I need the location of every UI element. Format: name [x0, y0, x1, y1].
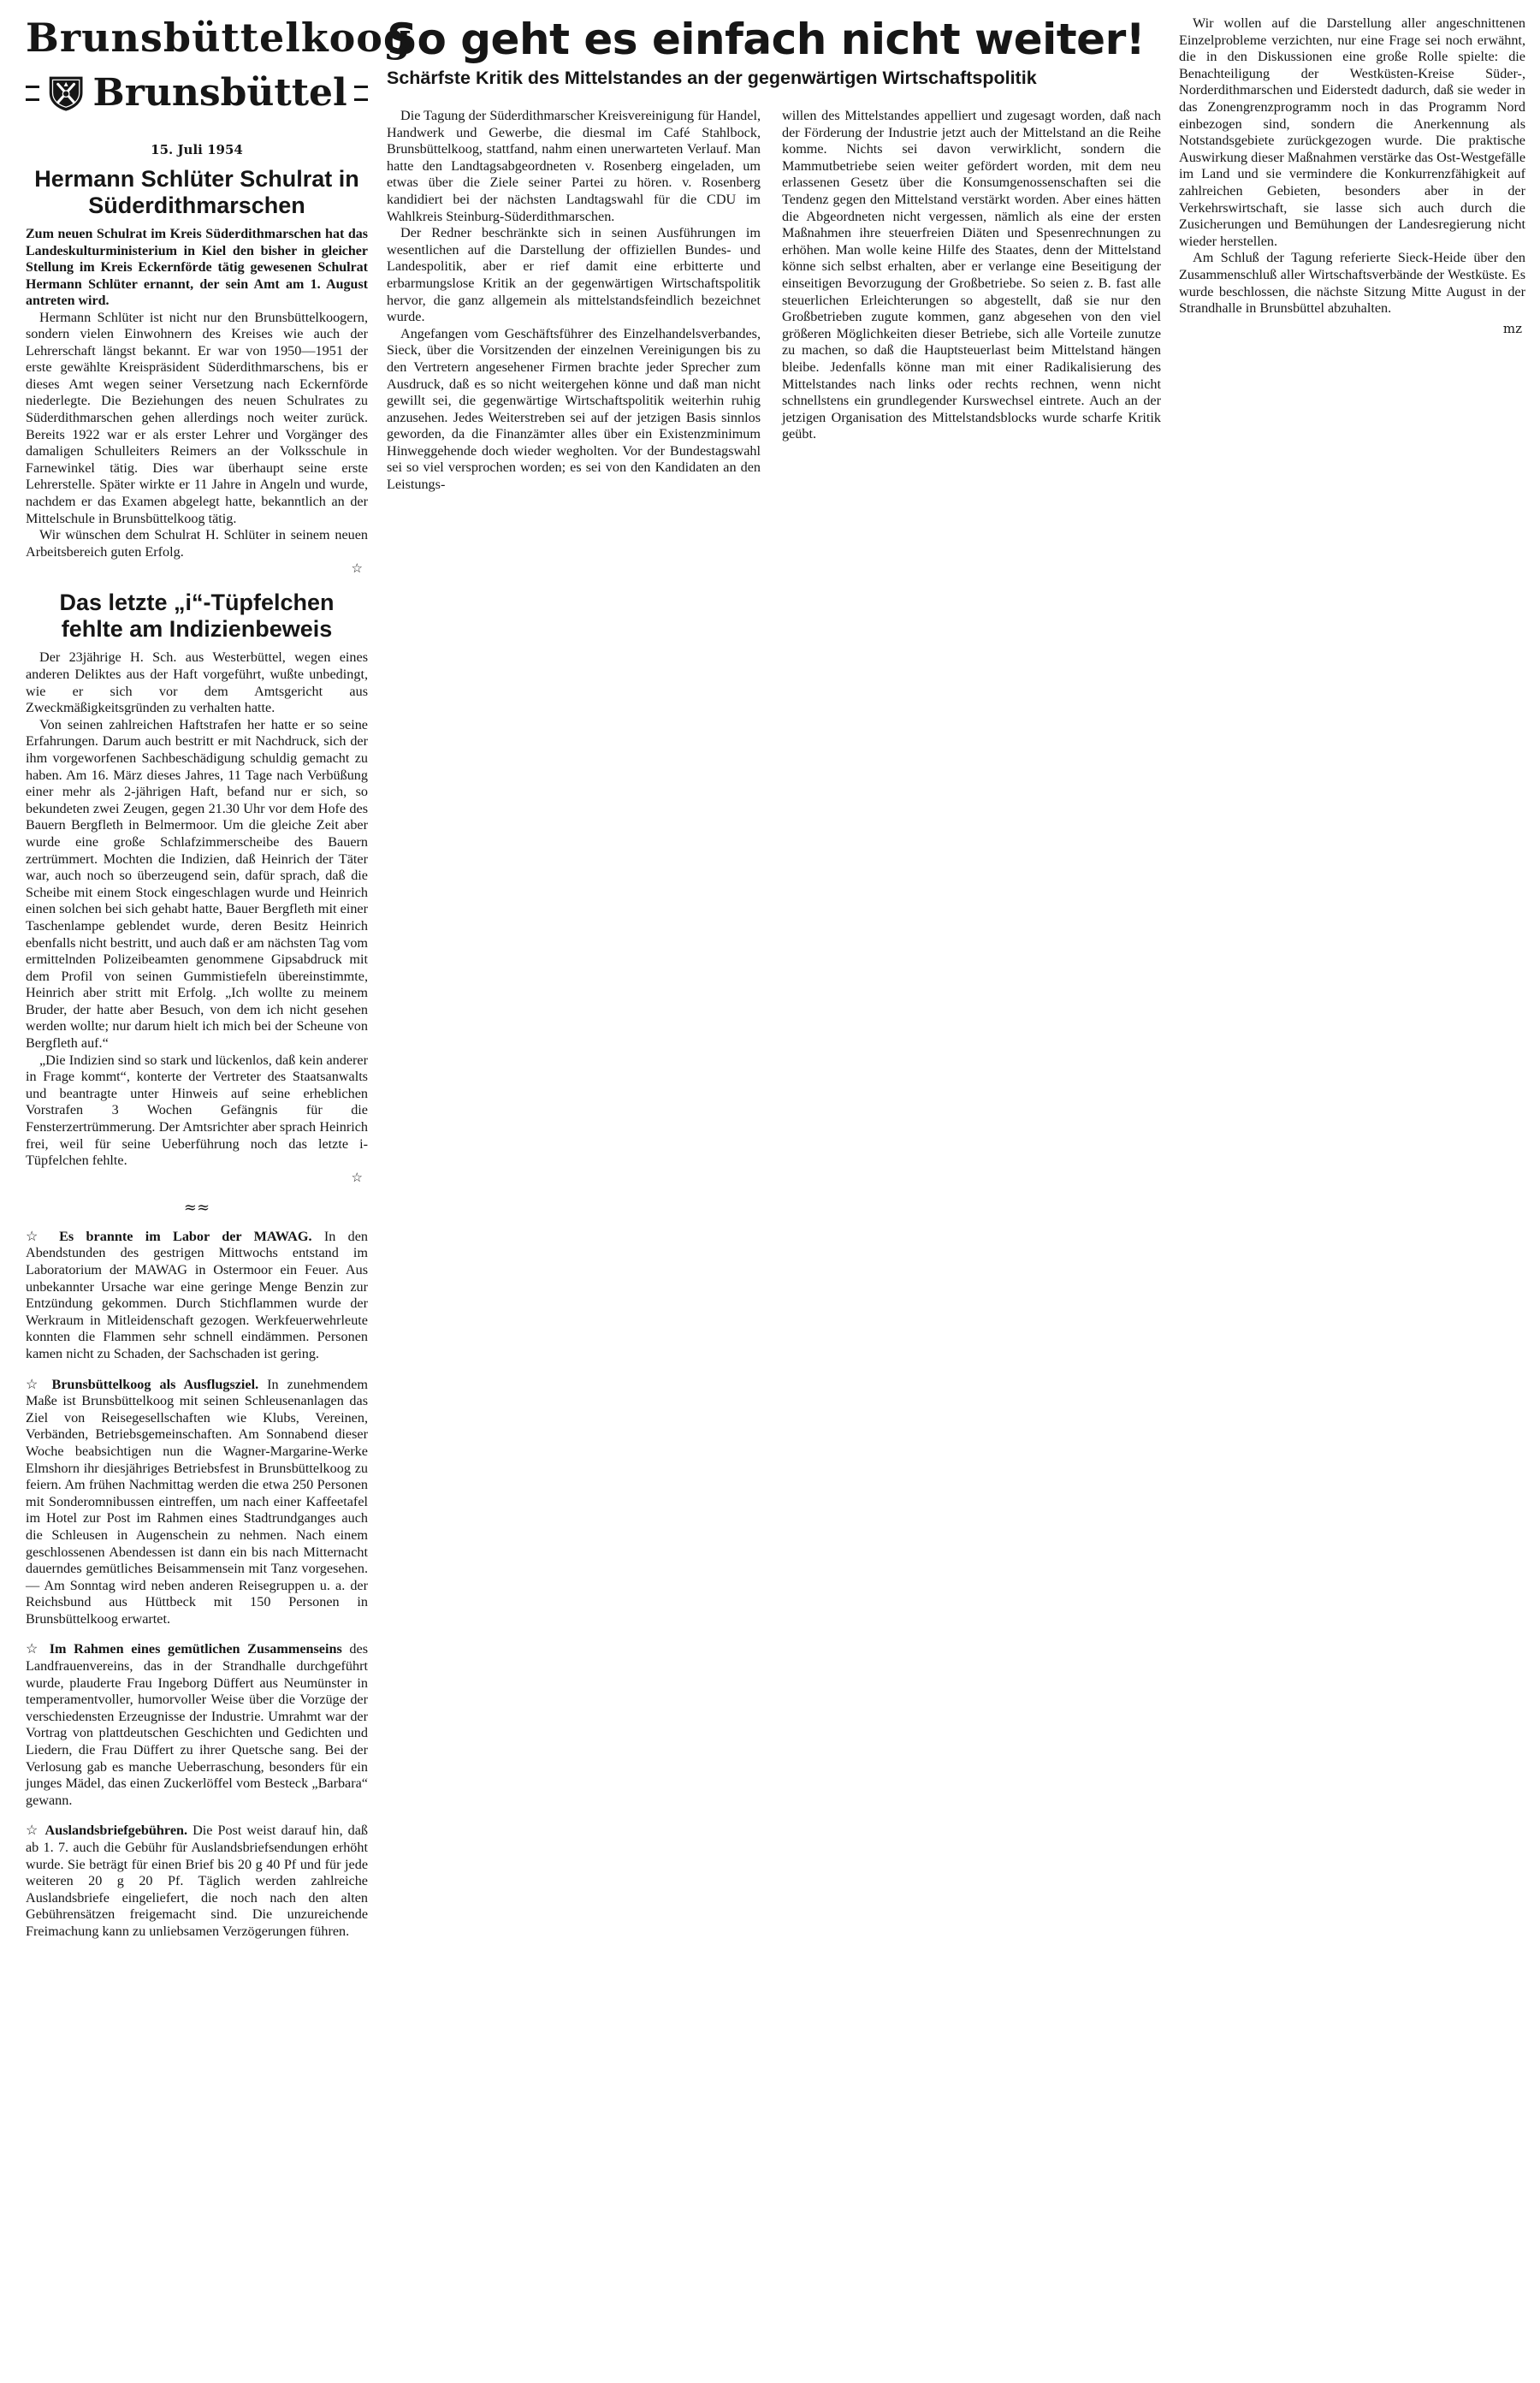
article-paragraph: Die Tagung der Süderdithmarscher Kreisvereinigung für Handel, Handwerk und Gewerbe, die diesmal im Café Stahlbock, Brunsbüttelkoog, stattfand, nahm einen unerwarteten Verlauf. Man hatte den Landtagsabgeordneten v. Rosenberg eingeladen, um etwas über die Ziele seiner Partei zu hören. v. Rosenberg kandidiert bei der nächsten Landtagswahl für die CDU im Wahlkreis Steinburg-Süderdithmarschen. [387, 108, 761, 224]
notice-item [26, 1377, 368, 1628]
main-article-column-a [387, 108, 761, 494]
star-icon: ☆ [26, 1823, 40, 1839]
article-paragraph: Angefangen vom Geschäftsführer des Einzelhandelsverbandes, Sieck, über die Vorsitzenden der einzelnen Vereinigungen bis zu den Vertretern angesehener Firmen brachte jeder Sprecher zum Ausdruck, daß es so nicht weitergehen könne und daß man nicht gewillt sei, die gegenwärtige Wirtschaftspolitik weiterhin ruhig anzusehen. Jedes Weiterstreben sei auf der jetzigen Basis sinnlos geworden, da die Finanzämter alles über ein Existenzminimum Hinweggehende doch wieder wegholten. Vor der Bundestagswahl sei so viel versprochen worden; es sei von den Kandidaten an den Leistungs- [387, 325, 761, 493]
notice-item [26, 1641, 368, 1809]
article-paragraph: Von seinen zahlreichen Haftstrafen her hatte er so seine Erfahrungen. Darum auch bestritt er mit Nachdruck, sich der ihm vorgeworfenen Sachbeschädigung schuldig gemacht zu haben. Am 16. März dieses Jahres, 11 Tage nach Verbüßung einer mehr als 2-jährigen Haft, befand nur er sich, so bekundeten zwei Zeugen, gegen 21.30 Uhr vor dem Hofe des Bauern Bergfleth in Belmermoor. Um die gleiche Zeit aber wurde eine große Schlafzimmerscheibe des Bauern zertrümmert. Mochten die Indizien, daß Heinrich der Täter war, auch noch so überzeugend sein, dafür sprach, daß die Scheibe mit einem Stock eingeschlagen wurde und Heinrich einen solchen bei sich gehabt hatte, Bauer Bergfleth mit einer Taschenlampe geblendet wurde, deren Besitz Heinrich ebenfalls nicht bestritt, und auch daß er am nächsten Tag vom ermittelnden Polizeibeamten genommene Gipsabdruck mit dem Profil von seinen Gummistiefeln übereinstimmte, Heinrich aber stritt mit Erfolg. „Ich wollte zu meinem Bruder, der hatte aber Besuch, von dem ich nicht gesehen werden wollte; nur darum hielt ich mich bei der Scheune von Bergfleth auf.“ [26, 716, 368, 1052]
left-column [26, 15, 412, 1954]
notice-text: In zunehmendem Maße ist Brunsbüttelkoog mit seinen Schleusenanlagen das Ziel von Reisegesellschaften wie Klubs, Vereinen, Verbänden, Betriebsgemeinschaften. Am Sonnabend dieser Woche beabsichtigen nun die Wagner-Margarine-Werke Elmshorn ihr diesjähriges Betriebsfest in Brunsbüttelkoog zu feiern. Am frühen Nachmittag werden die etwa 250 Personen mit Sonderomnibussen eintreffen, um nach einer Kaffeetafel im Hotel zur Post im Rahmen eines Stadtrundganges auch die Schleusen in Augenschein zu nehmen. Nach einem geschlossenen Abendessen ist dann ein bis nach Mitternacht dauerndes gemütliches Beisammensein mit Tanz vorgesehen. — Am Sonntag wird neben anderen Reisegruppen u. a. der Reichsbund aus Hüttbeck mit 150 Personen in Brunsbüttelkoog erwartet. [26, 1376, 369, 1627]
article-paragraph: Hermann Schlüter ist nicht nur den Brunsbüttelkoogern, sondern vielen Einwohnern des Kreises wie auch der Lehrerschaft längst bekannt. Er war von 1950—1951 der erste gewählte Kreispräsident Süderdithmarschens, bis er dieses Amt wegen seiner Versetzung nach Eckernförde niederlegte. Die Beziehungen des neuen Schulrates zu Süderdithmarschen gehen allerdings noch weiter zurück. Bereits 1922 war er als erster Lehrer und Vorgänger des damaligen Schulleiters Reimers an der Volksschule in Farnewinkel tätig. Dies war überhaupt seine erste Lehrerstelle. Später wirkte er 11 Jahre in Angeln und wurde, nachdem er das Examen abgelegt hatte, bekanntlich an der Mittelschule in Brunsbüttelkoog tätig. [26, 309, 368, 526]
section-separator: ≈≈ [183, 1198, 210, 1217]
author-signoff: mz [1502, 320, 1522, 336]
star-icon: ☆ [351, 560, 363, 577]
main-article [387, 15, 1161, 493]
masthead-rule-right [354, 86, 368, 101]
article-paragraph: Wir wollen auf die Darstellung aller angeschnittenen Einzelprobleme verzichten, nur eine Frage sei noch erwähnt, die in den Diskussionen eine große Rolle spielte: die Benachteiligung der Westküsten-Kreise Süder-, Norderdithmarschen und Eiderstedt dadurch, daß sie weder in das Zonengrenzprogramm noch in das Programm Nord einbezogen sind, sondern die Anerkennung als Notstandsgebiete zurückgezogen wurde. Die praktische Auswirkung dieser Maßnahmen verstärke das Ost-Westgefälle im Land und sie vermindere die Konkurrenzfähigkeit auf zahlreichen Gebieten, besonders aber in der Verkehrswirtschaft, sie lasse sich auch durch die Zusicherungen und Bemühungen der Landesregierung nicht wieder herstellen. [1179, 15, 1525, 249]
main-subhead: Schärfste Kritik des Mittelstandes an der gegenwärtigen Wirtschaftspolitik [387, 68, 1037, 88]
masthead-rule-left [26, 86, 39, 101]
notice-item [26, 1823, 368, 1940]
article-schulrat [26, 166, 368, 576]
notice-lead: Es brannte im Labor der MAWAG. [59, 1228, 312, 1244]
notice-text: Die Post weist darauf hin, daß ab 1. 7. auch die Gebühr für Auslandsbriefsendungen erhöht wurde. Sie beträgt für einen Brief bis 20 g 40 Pf und für jede weiteren 20 g 20 Pf. Täglich werden zahlreiche Auslandsbriefe eingeliefert, die noch nach den alten Gebührensätzen freigemacht sind. Die unzureichende Freimachung kann zu unliebsamen Verzögerungen führen. [26, 1823, 369, 1939]
article-paragraph: Der Redner beschränkte sich in seinen Ausführungen im wesentlichen auf die Darstellung der offiziellen Bundes- und Landespolitik, aber er rief damit eine erbitterte und erbarmungslose Kritik an der gegenwärtigen Wirtschaftspolitik hervor, die ganz allgemein als mittelstandsfeindlich bezeichnet wurde. [387, 225, 761, 325]
article-paragraph: Wir wünschen dem Schulrat H. Schlüter in seinem neuen Arbeitsbereich guten Erfolg. [26, 527, 368, 560]
article-headline: Hermann Schlüter Schulrat in Süderdithmarschen [34, 166, 359, 218]
star-icon: ☆ [26, 1228, 47, 1244]
main-headline: So geht es einfach nicht weiter! [387, 15, 1146, 64]
masthead-row [26, 63, 368, 123]
article-headline: Das letzte „i“-Tüpfelchen fehlte am Indizienbeweis [59, 590, 335, 643]
notice-text: In den Abendstunden des gestrigen Mittwochs entstand im Laboratorium der MAWAG in Ostermoor ein Feuer. Aus unbekannter Ursache war eine geringe Menge Benzin zur Entzündung gekommen. Durch Stichflammen wurde der Werkraum in Mitleidenschaft gezogen. Werkfeuerwehrleute konnten die Flammen sehr schnell eindämmen. Personen kamen nicht zu Schaden, der Sachschaden ist gering. [26, 1228, 369, 1361]
right-column [1179, 15, 1525, 336]
notice-lead: Brunsbüttelkoog als Ausflugsziel. [51, 1376, 259, 1392]
main-article-column-b [782, 108, 1161, 443]
star-icon: ☆ [26, 1641, 43, 1657]
notice-lead: Auslandsbriefgebühren. [44, 1823, 188, 1839]
masthead [26, 15, 412, 157]
masthead-title-1: Brunsbüttelkoog [26, 15, 412, 61]
article-lede: Zum neuen Schulrat im Kreis Süderdithmarschen hat das Landeskulturministerium in Kiel den bisher in gleicher Stellung im Kreis Eckernförde tätig gewesenen Schulrat Hermann Schlüter ernannt, der sein Amt am 1. August antreten wird. [26, 227, 368, 308]
notice-lead: Im Rahmen eines gemütlichen Zusammenseins [49, 1641, 342, 1657]
article-paragraph: Der 23jährige H. Sch. aus Westerbüttel, wegen eines anderen Deliktes aus der Haft vorgeführt, wußte unbedingt, wie er sich vor dem Amtsgericht aus Zweckmäßigkeitsgründen zu verhalten hatte. [26, 649, 368, 716]
notice-item [26, 1229, 368, 1363]
dateline: 15. Juli 1954 [151, 142, 243, 157]
article-paragraph: „Die Indizien sind so stark und lückenlos, daß kein anderer in Frage kommt“, konterte der Vertreter des Staatsanwalts und beantragte unter Hinweis auf seine erheblichen Vorstrafen 3 Wochen Gefängnis für die Fensterzertrümmerung. Der Amtsrichter aber sprach Heinrich frei, weil für seine Ueberführung noch das letzte i-Tüpfelchen fehlte. [26, 1052, 368, 1169]
star-icon: ☆ [351, 1169, 363, 1185]
article-paragraph: Am Schluß der Tagung referierte Sieck-Heide über den Zusammenschluß aller Wirtschaftsverbände der Westküste. Es wurde beschlossen, die nächste Sitzung Mitte August in der Strandhalle in Brunsbüttel abzuhalten. [1179, 250, 1525, 317]
masthead-title-2: Brunsbüttel [92, 71, 347, 115]
coat-of-arms-icon [46, 63, 86, 123]
notice-text: des Landfrauenvereins, das in der Strandhalle durchgeführt wurde, plauderte Frau Ingeborg Düffert aus Neumünster in temperamentvoller, humorvoller Weise über die Vorzüge der verschiedensten Erzeugnisse der Industrie. Umrahmt war der Vortrag von plattdeutschen Geschichten und Gedichten und Liedern, die Frau Düffert zu ihrer Quetsche sang. Bei der Verlosung gab es manche Ueberraschung, besonders für ein junges Mädel, das einen Zuckerlöffel vom Besteck „Barbara“ gewann. [26, 1641, 368, 1808]
star-icon: ☆ [26, 1376, 44, 1392]
article-paragraph: willen des Mittelstandes appelliert und zugesagt worden, daß nach der Förderung der Industrie jetzt auch der Mittelstand an die Reihe komme. Nichts sei davon verwirklicht, sondern die Mammutbetriebe seien weiter gefördert worden, mit dem neu erlassenen Gesetz über die Konsumgenossenschaften sei die Tendenz gegen den Mittelstand verstärkt worden. Aber eines hätten die Abgeordneten nicht vergessen, nämlich als eine der ersten Maßnahmen ihre steuerfreien Diäten und Spesenrechnungen zu erhöhen. Man wolle keine Hilfe des Staates, denn der Mittelstand könne sich selbst erhalten, aber er verlange eine Beseitigung der einseitigen Bevorzugung der Großbetriebe. So seien z. B. fast alle steuerlichen Erleichterungen so abgestellt, daß sie nur den Großbetrieben zugute kommen, ganz abgesehen von den viel größeren Möglichkeiten dieser Betriebe, sich alle Vorteile zunutze zu machen, so daß die Hauptsteuerlast beim Mittelstand hängen bleibe. Jedenfalls könne man mit einer Radikalisierung des Mittelstandes nach links oder rechts rechnen, wenn nicht schnellstens ein grundlegender Kurswechsel eintrete. Auch an der jetzigen Organisation des Mittelstandsblocks wurde scharfe Kritik geübt. [782, 108, 1161, 442]
article-tuepfelchen [26, 590, 368, 1216]
